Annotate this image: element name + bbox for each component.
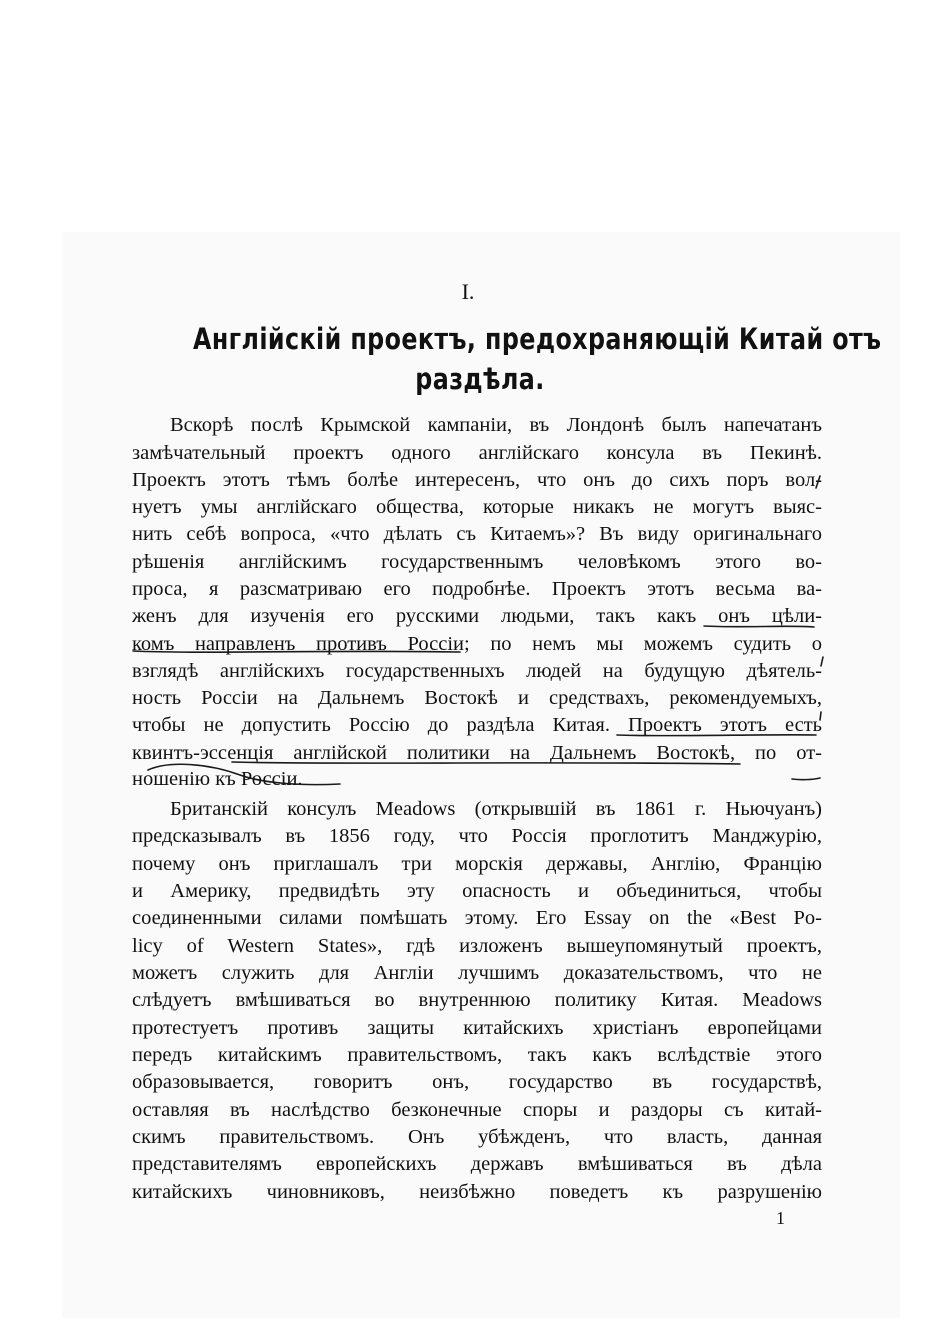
chapter-number: I. (461, 279, 475, 304)
text-line: можетъ служить для Англіи лучшимъ доказательствомъ, что не (132, 962, 822, 984)
text-line: ношенію къ Россіи. (132, 768, 303, 790)
text-line: ность Россіи на Дальнемъ Востокѣ и средствахъ, рекомендуемыхъ, (132, 687, 822, 709)
text-line: передъ китайскимъ правительствомъ, такъ какъ вслѣдствіе этого (132, 1044, 822, 1066)
chapter-title-line-1: Англійскій проектъ, предохраняющій Китай отъ (193, 322, 882, 356)
text-line: рѣшенія англійскимъ государственнымъ человѣкомъ этого во- (132, 551, 822, 573)
text-line: licy of Western States», гдѣ изложенъ вышеупомянутый проектъ, (132, 935, 822, 957)
text-line: предсказывалъ въ 1856 году, что Россія проглотитъ Манджурію, (132, 825, 822, 847)
text-line: оставляя въ наслѣдство безконечные споры и раздоры съ китай- (132, 1099, 822, 1121)
text-line: замѣчательный проектъ одного англійскаго консула въ Пекинѣ. (132, 442, 822, 464)
text-line: образовывается, говоритъ онъ, государство въ государствѣ, (132, 1071, 822, 1093)
text-line: нить себѣ вопроса, «что дѣлать съ Китаемъ»? Въ виду оригинальнаго (132, 523, 822, 545)
text-line: почему онъ приглашалъ три морскія державы, Англію, Францію (132, 853, 822, 875)
text-line: протестуетъ противъ защиты китайскихъ христіанъ европейцами (132, 1017, 822, 1039)
text-line: комъ направленъ противъ Россіи; по немъ мы можемъ судить о (132, 633, 822, 655)
text-line: китайскихъ чиновниковъ, неизбѣжно поведетъ къ разрушенію (132, 1181, 822, 1203)
text-line: нуетъ умы англійскаго общества, которые никакъ не могутъ выяс- (132, 496, 822, 518)
text-line: скимъ правительствомъ. Онъ убѣжденъ, что власть, данная (132, 1126, 822, 1148)
text-line: взглядѣ англійскихъ государственныхъ людей на будущую дѣятель- (132, 660, 822, 682)
text-line: проса, я разсматриваю его подробнѣе. Проектъ этотъ весьма ва- (132, 578, 822, 600)
text-line: и Америку, предвидѣть эту опасность и объединиться, чтобы (132, 880, 822, 902)
text-line: Вскорѣ послѣ Крымской кампаніи, въ Лондонѣ былъ напечатанъ (170, 414, 822, 436)
text-line: слѣдуетъ вмѣшиваться во внутреннюю политику Китая. Meadows (132, 989, 822, 1011)
text-line: Проектъ этотъ тѣмъ болѣе интересенъ, что онъ до сихъ поръ вол- (132, 469, 822, 491)
text-line: женъ для изученія его русскими людьми, такъ какъ онъ цѣли- (132, 605, 822, 627)
page-number: 1 (776, 1208, 785, 1228)
text-line: чтобы не допустить Россію до раздѣла Китая. Проектъ этотъ есть (132, 714, 822, 736)
text-line: соединенными силами помѣшать этому. Его Essay on the «Best Po- (132, 907, 822, 929)
text-line: Британскій консулъ Meadows (открывшій въ 1861 г. Ньючуанъ) (170, 798, 822, 820)
text-line: квинтъ-эссенція англійской политики на Дальнемъ Востокѣ, по от- (132, 742, 822, 764)
chapter-title-line-2: раздѣла. (415, 362, 545, 396)
text-line: представителямъ европейскихъ державъ вмѣшиваться въ дѣла (132, 1153, 822, 1175)
